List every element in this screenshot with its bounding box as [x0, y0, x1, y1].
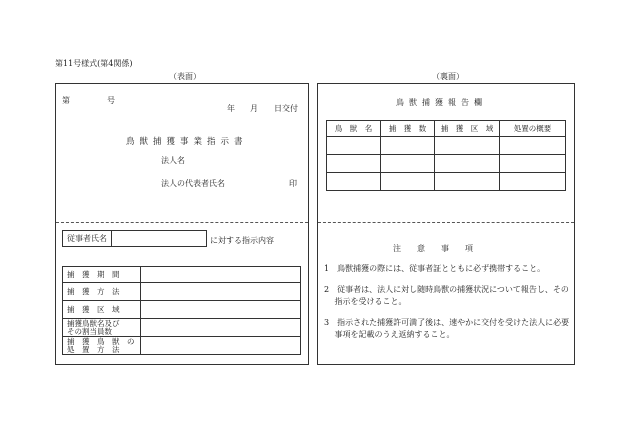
- report-header-cell: 捕 獲 区 域: [435, 121, 500, 137]
- document-title: 鳥獣捕獲事業指示書: [126, 137, 248, 147]
- worker-name-field[interactable]: [112, 231, 207, 247]
- date-year: 年: [227, 104, 235, 113]
- report-title: 鳥獣捕獲報告欄: [396, 98, 487, 107]
- back-caption: （裏面）: [432, 72, 464, 81]
- date-day-issued: 日交付: [274, 104, 298, 113]
- notes-list: [324, 263, 570, 341]
- cut-line: [318, 222, 574, 223]
- instruction-row-field[interactable]: [141, 319, 301, 337]
- instruction-row-field[interactable]: [141, 283, 301, 301]
- report-row: [327, 155, 566, 173]
- front-panel: [55, 83, 309, 365]
- instruction-table: [62, 266, 301, 355]
- number-prefix: 第: [62, 96, 70, 105]
- cut-line: [56, 222, 308, 223]
- report-row: [327, 173, 566, 191]
- back-panel: [317, 83, 575, 365]
- report-header-cell: 処置の概要: [500, 121, 566, 137]
- report-header-cell: 捕 獲 数: [381, 121, 435, 137]
- date-month: 月: [250, 104, 258, 113]
- instruction-row-field[interactable]: [141, 301, 301, 319]
- seal-label: 印: [289, 179, 297, 188]
- instruction-row-field[interactable]: [141, 267, 301, 283]
- front-caption: （表面）: [169, 72, 201, 81]
- notes-title: 注 意 事 項: [393, 244, 473, 253]
- form-id: 第11号様式(第4関係): [55, 59, 133, 68]
- report-table: [326, 120, 566, 191]
- instruction-suffix: に対する指示内容: [210, 236, 274, 245]
- corp-name-label: 法人名: [161, 156, 185, 165]
- instruction-row-label: 捕 獲 区 域: [63, 301, 141, 319]
- note-item: 2 従事者は、法人に対し随時鳥獣の捕獲状況について報告し、その 指示を受けること。: [324, 285, 569, 306]
- instruction-row-label: 捕獲鳥獣名及び その割当員数: [63, 319, 141, 337]
- instruction-row-label: 捕 獲 鳥 獣 の 処 置 方 法: [63, 337, 141, 355]
- instruction-row-label: 捕 獲 期 間: [63, 267, 141, 283]
- worker-name-label: 従事者氏名: [63, 231, 112, 247]
- worker-name-box: [62, 230, 207, 247]
- report-header-cell: 鳥 獣 名: [327, 121, 381, 137]
- report-row: [327, 137, 566, 155]
- note-item: 3 指示された捕獲許可満了後は、速やかに交付を受けた法人に必要 事項を記載のうえ返納すること。: [324, 318, 570, 339]
- instruction-row-label: 捕 獲 方 法: [63, 283, 141, 301]
- instruction-row-field[interactable]: [141, 337, 301, 355]
- note-item: 1 鳥獣捕獲の際には、従事者証とともに必ず携帯すること。: [324, 264, 546, 273]
- number-suffix: 号: [107, 96, 115, 105]
- rep-name-label: 法人の代表者氏名: [161, 179, 225, 188]
